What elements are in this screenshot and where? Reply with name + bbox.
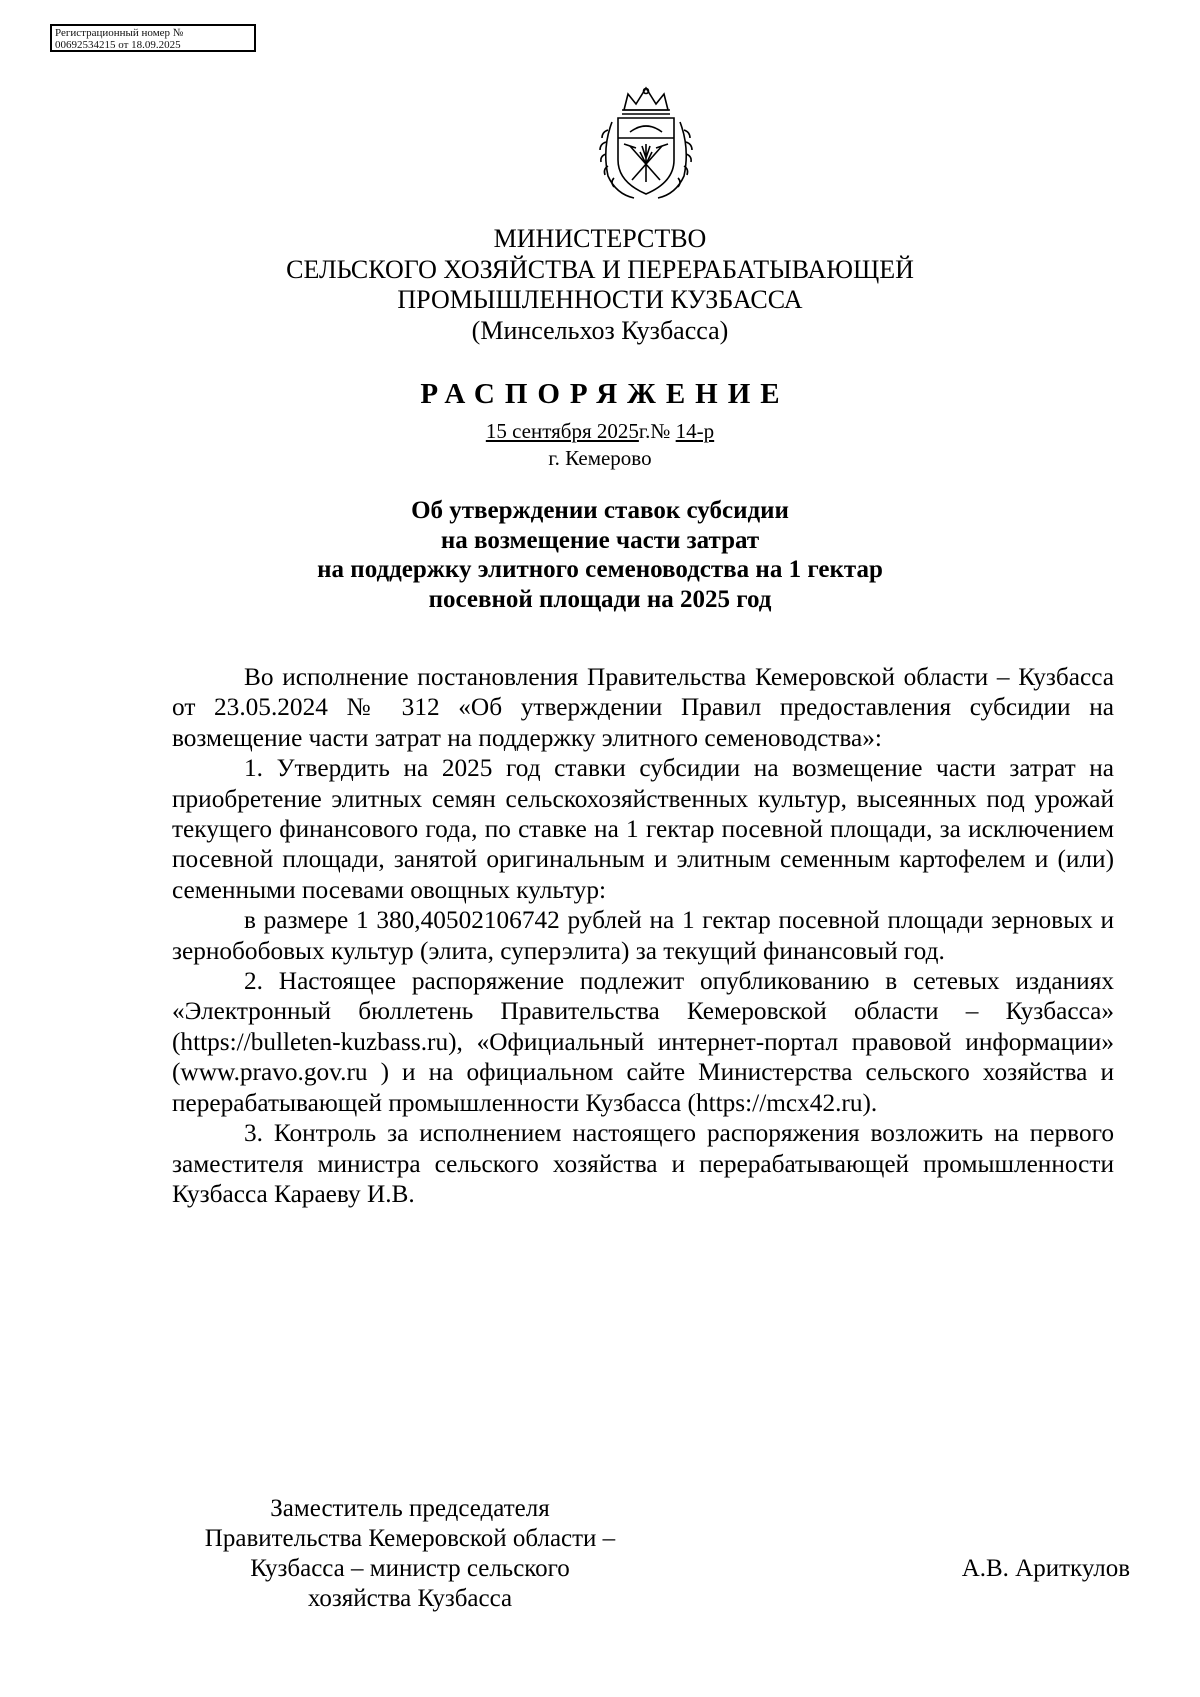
title-line-4: посевной площади на 2025 год — [428, 585, 772, 613]
title-line-1: Об утверждении ставок субсидии — [411, 497, 789, 524]
signatory-line-1: Заместитель председателя — [270, 1495, 550, 1522]
number-label: № — [650, 419, 671, 443]
registration-line-1: Регистрационный номер № — [55, 27, 184, 39]
signatory-line-4: хозяйства Кузбасса — [307, 1585, 513, 1612]
city: г. Кемерово — [548, 446, 652, 470]
title-line-2: на возмещение части затрат — [440, 526, 760, 554]
header-line-3: ПРОМЫШЛЕННОСТИ КУЗБАССА — [397, 285, 803, 314]
signatory-position — [160, 1494, 660, 1614]
registration-stamp — [50, 24, 256, 52]
body-paragraph-preamble: Во исполнение постановления Правительства Кемеровской области – Кузбасса от 23.05.2024 № 312 «Об утверждении Правил предоставления субсидии на возмещение части затрат на поддержку элитного семеноводства»: — [172, 663, 1114, 752]
header-line-1: МИНИСТЕРСТВО — [493, 224, 707, 253]
document-title — [0, 496, 1200, 614]
header-line-4: (Минсельхоз Кузбасса) — [471, 315, 729, 345]
body-paragraph-item-2: 2. Настоящее распоряжение подлежит опубликованию в сетевых изданиях «Электронный бюллетень Правительства Кемеровской области – Кузбасса» (https://bulleten-kuzbass.ru), «Официальный интернет-портал правовой информации» (www.pravo.gov.ru ) и на официальном сайте Министерства сельского хозяйства и перерабатывающей промышленности Кузбасса (https://mcx42.ru). — [172, 967, 1114, 1117]
registration-line-2: 00692534215 от 18.09.2025 — [55, 39, 181, 51]
ministry-header — [0, 224, 1200, 346]
document-date: 15 сентября 2025 — [485, 419, 639, 443]
signatory-line-2: Правительства Кемеровской области – — [204, 1525, 616, 1552]
signatory-line-3: Кузбасса – министр сельского — [250, 1555, 570, 1582]
date-suffix: г. — [638, 419, 651, 443]
signatory-name: А.В. Ариткулов — [961, 1555, 1130, 1582]
body-paragraph-item-1: 1. Утвердить на 2025 год ставки субсидии на возмещение части затрат на приобретение элитных семян сельскохозяйственных культур, высеянных под урожай текущего финансового года, по ставке на 1 гектар посевной площади, за исключением посевной площади, занятой оригинальным и элитным семенным картофелем и (или) семенными посевами овощных культур: — [172, 754, 1114, 904]
body-paragraph-rate: в размере 1 380,40502106742 рублей на 1 гектар посевной площади зерновых и зернобобовых культур (элита, суперэлита) за текущий финансовый год. — [172, 906, 1114, 965]
coat-of-arms-icon — [594, 86, 698, 204]
header-line-2: СЕЛЬСКОГО ХОЗЯЙСТВА И ПЕРЕРАБАТЫВАЮЩЕЙ — [286, 254, 914, 284]
body-paragraph-item-3: 3. Контроль за исполнением настоящего распоряжения возложить на первого заместителя министра сельского хозяйства и перерабатывающей промышленности Кузбасса Караеву И.В. — [172, 1119, 1114, 1208]
title-line-3: на поддержку элитного семеноводства на 1 гектар — [317, 556, 883, 583]
document-body — [172, 662, 1114, 1209]
date-line — [0, 419, 1200, 443]
document-number: 14-р — [675, 419, 715, 443]
document-type: РАСПОРЯЖЕНИЕ — [420, 378, 790, 410]
